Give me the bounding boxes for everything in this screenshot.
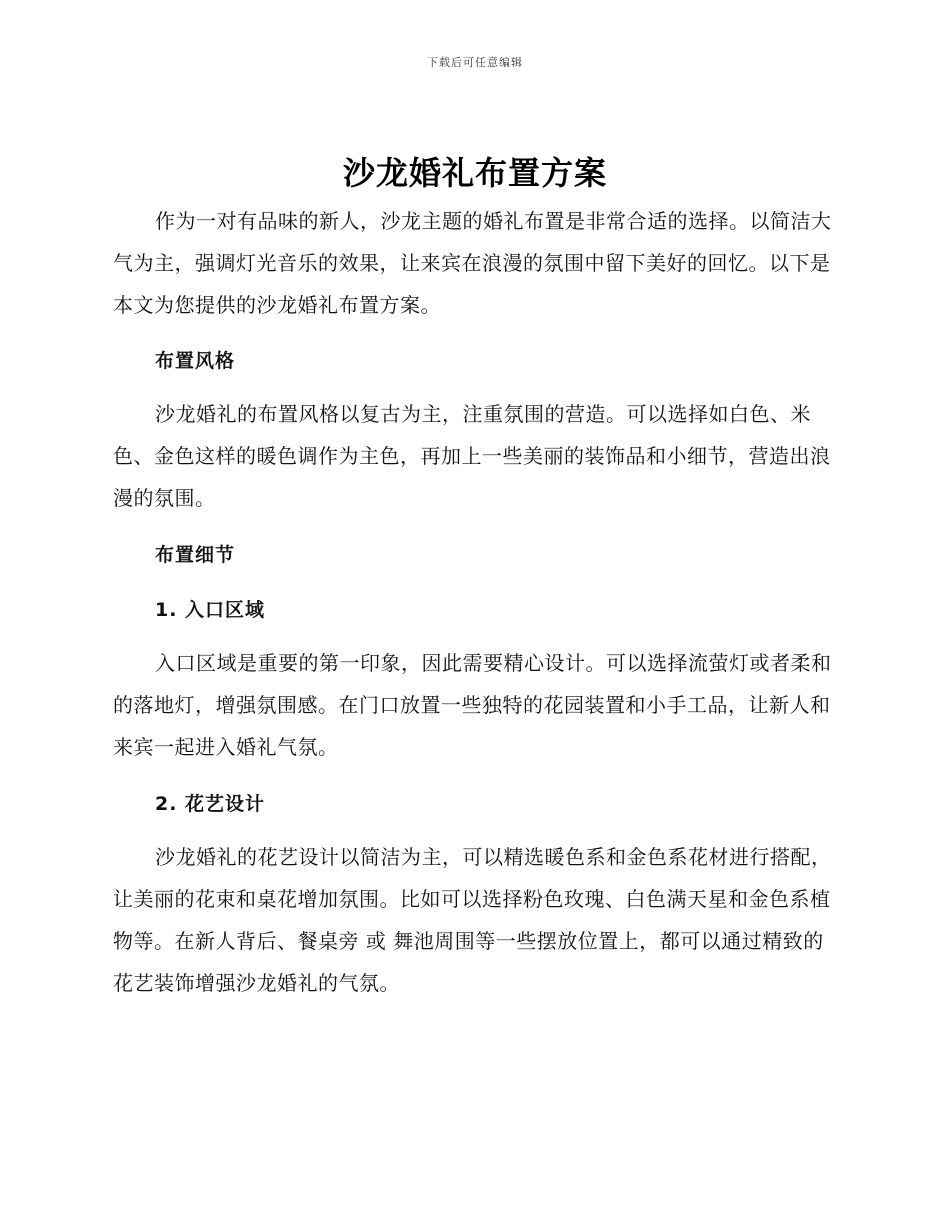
section-heading-details: 布置细节: [155, 544, 236, 566]
header-note: 下载后可任意编辑: [427, 56, 523, 69]
section-heading-style: 布置风格: [155, 350, 236, 372]
section-heading-entrance: 1. 入口区域: [155, 599, 266, 621]
intro-paragraph: 作为一对有品味的新人，沙龙主题的婚礼布置是非常合适的选择。以简洁大气为主，强调灯光音乐的效果，让来宾在浪漫的氛围中留下美好的回忆。以下是本文为您提供的沙龙婚礼布置方案。: [113, 209, 832, 317]
section-heading-floral: 2. 花艺设计: [155, 793, 266, 815]
entrance-paragraph: 入口区域是重要的第一印象，因此需要精心设计。可以选择流萤灯或者柔和的落地灯，增强氛围感。在门口放置一些独特的花园装置和小手工品，让新人和来宾一起进入婚礼气氛。: [113, 651, 832, 759]
floral-paragraph: 沙龙婚礼的花艺设计以简洁为主，可以精选暖色系和金色系花材进行搭配，让美丽的花束和桌花增加氛围。比如可以选择粉色玫瑰、白色满天星和金色系植物等。在新人背后、餐桌旁 或 舞池周围等一些摆放位置上，都可以通过精致的花艺装饰增强沙龙婚礼的气氛。: [113, 845, 832, 995]
style-paragraph: 沙龙婚礼的布置风格以复古为主，注重氛围的营造。可以选择如白色、米色、金色这样的暖色调作为主色，再加上一些美丽的装饰品和小细节，营造出浪漫的氛围。: [113, 402, 831, 510]
document-title: 沙龙婚礼布置方案: [342, 154, 607, 192]
